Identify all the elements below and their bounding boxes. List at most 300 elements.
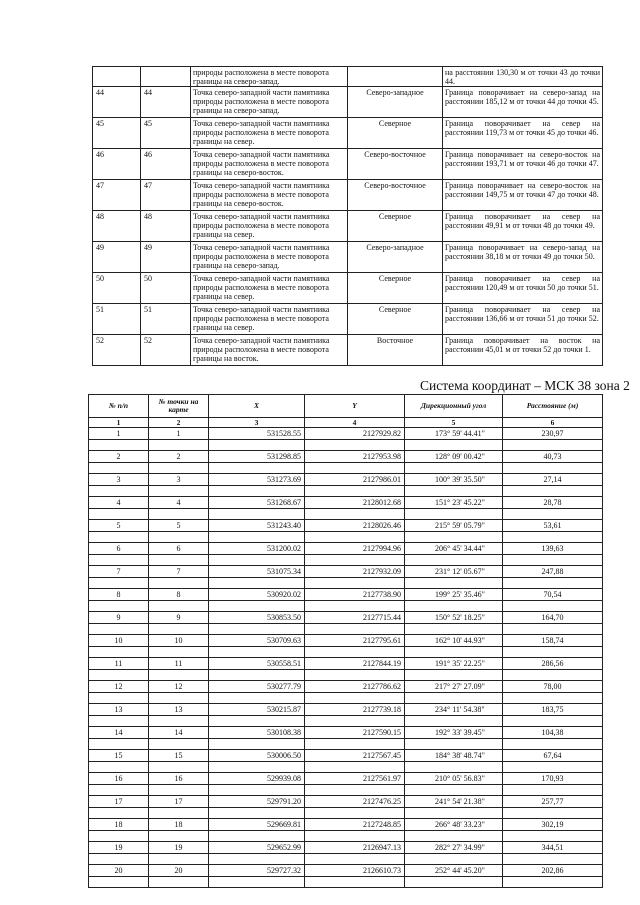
empty-cell — [149, 532, 209, 543]
boundary-turn-cell: Граница поворачивает на восток на расстоянии 45,01 м от точки 52 до точки 1. — [443, 335, 603, 366]
x-coordinate-cell: 530006.50 — [209, 750, 305, 762]
spacer-row — [89, 532, 603, 543]
empty-cell — [209, 647, 305, 658]
empty-cell — [209, 716, 305, 727]
distance-cell: 302,19 — [503, 819, 603, 831]
y-coordinate-cell: 2127994.96 — [305, 543, 405, 555]
table-row — [93, 211, 603, 242]
y-coordinate-cell: 2127476.25 — [305, 796, 405, 808]
y-coordinate-cell: 2127795.61 — [305, 635, 405, 647]
spacer-row — [89, 693, 603, 704]
x-coordinate-cell: 531200.02 — [209, 543, 305, 555]
x-coordinate-cell: 530277.79 — [209, 681, 305, 693]
point-number-cell: 14 — [149, 727, 209, 739]
column-number: 3 — [209, 418, 305, 428]
table-row — [89, 819, 603, 831]
row-number-cell: 11 — [89, 658, 149, 670]
x-coordinate-cell: 529727.32 — [209, 865, 305, 877]
direction-angle-cell: 282° 27' 34.99" — [405, 842, 503, 854]
point-number-cell: 49 — [141, 242, 191, 273]
point-description-cell: Точка северо-западной части памятника природы расположена в месте поворота границы на север. — [191, 273, 348, 304]
boundary-description-body — [93, 67, 603, 366]
point-description-cell: природы расположена в месте поворота границы на северо-запад. — [191, 67, 348, 87]
table-row — [89, 543, 603, 555]
point-number-cell: 45 — [141, 118, 191, 149]
empty-cell — [149, 808, 209, 819]
empty-cell — [149, 463, 209, 474]
direction-angle-cell: 162° 10' 44.93" — [405, 635, 503, 647]
empty-cell — [405, 509, 503, 520]
table-row — [89, 681, 603, 693]
y-coordinate-cell: 2126947.13 — [305, 842, 405, 854]
y-coordinate-cell: 2127786.62 — [305, 681, 405, 693]
empty-cell — [89, 808, 149, 819]
row-number-cell: 44 — [93, 87, 141, 118]
point-number-cell: 1 — [149, 428, 209, 440]
empty-cell — [405, 854, 503, 865]
empty-cell — [149, 785, 209, 796]
empty-cell — [305, 601, 405, 612]
empty-cell — [305, 670, 405, 681]
x-coordinate-cell: 529791.20 — [209, 796, 305, 808]
empty-cell — [89, 509, 149, 520]
header-x: X — [209, 395, 305, 418]
direction-angle-cell: 173° 59' 44.41" — [405, 428, 503, 440]
point-number-cell: 12 — [149, 681, 209, 693]
row-number-cell: 46 — [93, 149, 141, 180]
spacer-row — [89, 854, 603, 865]
table-row — [93, 87, 603, 118]
row-number-cell: 17 — [89, 796, 149, 808]
empty-cell — [209, 808, 305, 819]
empty-cell — [149, 624, 209, 635]
table-row — [93, 67, 603, 87]
empty-cell — [149, 486, 209, 497]
empty-cell — [209, 486, 305, 497]
distance-cell: 28,78 — [503, 497, 603, 509]
spacer-row — [89, 624, 603, 635]
row-number-cell: 10 — [89, 635, 149, 647]
direction-angle-cell: 184° 38' 48.74" — [405, 750, 503, 762]
empty-cell — [89, 624, 149, 635]
spacer-row — [89, 739, 603, 750]
boundary-turn-cell: Граница поворачивает на северо-запад на расстоянии 38,18 м от точки 49 до точки 50. — [443, 242, 603, 273]
direction-angle-cell: 266° 48' 33.23" — [405, 819, 503, 831]
table-row — [89, 520, 603, 532]
table-row — [89, 842, 603, 854]
boundary-turn-cell: Граница поворачивает на север на расстоянии 119,73 м от точки 45 до точки 46. — [443, 118, 603, 149]
row-number-cell: 51 — [93, 304, 141, 335]
empty-cell — [405, 578, 503, 589]
distance-cell: 286,56 — [503, 658, 603, 670]
empty-cell — [503, 831, 603, 842]
spacer-row — [89, 670, 603, 681]
point-number-cell: 10 — [149, 635, 209, 647]
table-row — [89, 566, 603, 578]
table-row — [89, 497, 603, 509]
empty-cell — [503, 463, 603, 474]
empty-cell — [89, 785, 149, 796]
empty-cell — [503, 716, 603, 727]
spacer-row — [89, 463, 603, 474]
empty-cell — [405, 670, 503, 681]
empty-cell — [305, 739, 405, 750]
row-number-cell: 48 — [93, 211, 141, 242]
point-number-cell: 19 — [149, 842, 209, 854]
distance-cell: 344,51 — [503, 842, 603, 854]
empty-cell — [209, 555, 305, 566]
row-number-cell: 16 — [89, 773, 149, 785]
spacer-row — [89, 785, 603, 796]
direction-angle-cell: 210° 05' 56.83" — [405, 773, 503, 785]
empty-cell — [405, 693, 503, 704]
point-number-cell: 50 — [141, 273, 191, 304]
spacer-row — [89, 877, 603, 888]
empty-cell — [305, 578, 405, 589]
y-coordinate-cell: 2127248.85 — [305, 819, 405, 831]
direction-cell: Северо-восточное — [348, 180, 443, 211]
coordinates-table-body — [89, 428, 603, 888]
row-number-cell: 2 — [89, 451, 149, 463]
empty-cell — [503, 693, 603, 704]
direction-cell: Северное — [348, 273, 443, 304]
boundary-turn-cell: на расстоянии 130,30 м от точки 43 до точки 44. — [443, 67, 603, 87]
empty-cell — [305, 555, 405, 566]
empty-cell — [209, 601, 305, 612]
row-number-cell: 15 — [89, 750, 149, 762]
table-row — [89, 727, 603, 739]
point-description-cell: Точка северо-западной части памятника природы расположена в месте поворота границы на северо-восток. — [191, 149, 348, 180]
y-coordinate-cell: 2128012.68 — [305, 497, 405, 509]
spacer-row — [89, 762, 603, 773]
y-coordinate-cell: 2128026.46 — [305, 520, 405, 532]
point-description-cell: Точка северо-западной части памятника природы расположена в месте поворота границы на восток. — [191, 335, 348, 366]
empty-cell — [149, 509, 209, 520]
empty-cell — [305, 762, 405, 773]
empty-cell — [209, 693, 305, 704]
empty-cell — [503, 808, 603, 819]
spacer-row — [89, 440, 603, 451]
point-number-cell: 52 — [141, 335, 191, 366]
boundary-turn-cell: Граница поворачивает на север на расстоянии 136,66 м от точки 51 до точки 52. — [443, 304, 603, 335]
empty-cell — [209, 670, 305, 681]
empty-cell — [503, 532, 603, 543]
table-row — [93, 149, 603, 180]
direction-angle-cell: 192° 33' 39.45" — [405, 727, 503, 739]
empty-cell — [149, 854, 209, 865]
point-description-cell: Точка северо-западной части памятника природы расположена в месте поворота границы на северо-запад. — [191, 242, 348, 273]
empty-cell — [89, 854, 149, 865]
x-coordinate-cell: 531268.67 — [209, 497, 305, 509]
empty-cell — [503, 785, 603, 796]
empty-cell — [149, 877, 209, 888]
point-number-cell: 51 — [141, 304, 191, 335]
empty-cell — [149, 739, 209, 750]
x-coordinate-cell: 529652.99 — [209, 842, 305, 854]
point-number-cell: 18 — [149, 819, 209, 831]
table-row — [89, 796, 603, 808]
empty-cell — [305, 693, 405, 704]
row-number-cell: 1 — [89, 428, 149, 440]
row-number-cell: 5 — [89, 520, 149, 532]
row-number-cell: 12 — [89, 681, 149, 693]
empty-cell — [503, 555, 603, 566]
empty-cell — [503, 739, 603, 750]
column-number: 4 — [305, 418, 405, 428]
empty-cell — [209, 440, 305, 451]
x-coordinate-cell: 530920.02 — [209, 589, 305, 601]
table-row — [89, 635, 603, 647]
empty-cell — [149, 831, 209, 842]
row-number-cell: 3 — [89, 474, 149, 486]
row-number-cell: 9 — [89, 612, 149, 624]
empty-cell — [405, 739, 503, 750]
x-coordinate-cell: 531298.85 — [209, 451, 305, 463]
direction-angle-cell: 231° 12' 05.67" — [405, 566, 503, 578]
direction-cell: Северо-восточное — [348, 149, 443, 180]
distance-cell: 139,63 — [503, 543, 603, 555]
empty-cell — [503, 624, 603, 635]
empty-cell — [89, 670, 149, 681]
table-row — [89, 589, 603, 601]
boundary-turn-cell: Граница поворачивает на северо-запад на расстоянии 185,12 м от точки 44 до точки 45. — [443, 87, 603, 118]
empty-cell — [149, 578, 209, 589]
empty-cell — [305, 716, 405, 727]
distance-cell: 164,70 — [503, 612, 603, 624]
empty-cell — [305, 463, 405, 474]
coordinate-system-caption: Система координат – МСК 38 зона 2 — [420, 378, 630, 393]
direction-angle-cell: 217° 27' 27.09" — [405, 681, 503, 693]
x-coordinate-cell: 530108.38 — [209, 727, 305, 739]
direction-angle-cell: 252° 44' 45.20" — [405, 865, 503, 877]
direction-cell: Северное — [348, 304, 443, 335]
point-number-cell: 5 — [149, 520, 209, 532]
distance-cell: 27,14 — [503, 474, 603, 486]
empty-cell — [209, 624, 305, 635]
point-description-cell: Точка северо-западной части памятника природы расположена в месте поворота границы на северо-восток. — [191, 180, 348, 211]
table-row — [89, 773, 603, 785]
spacer-row — [89, 831, 603, 842]
table-row — [89, 750, 603, 762]
direction-angle-cell: 151° 23' 45.22" — [405, 497, 503, 509]
empty-cell — [405, 532, 503, 543]
empty-cell — [209, 877, 305, 888]
empty-cell — [89, 532, 149, 543]
direction-angle-cell: 199° 25' 35.46" — [405, 589, 503, 601]
table-row — [93, 180, 603, 211]
point-number-cell: 47 — [141, 180, 191, 211]
empty-cell — [89, 762, 149, 773]
empty-cell — [149, 693, 209, 704]
row-number-cell: 47 — [93, 180, 141, 211]
spacer-row — [89, 486, 603, 497]
row-number-cell: 13 — [89, 704, 149, 716]
empty-cell — [503, 877, 603, 888]
direction-angle-cell: 150° 52' 18.25" — [405, 612, 503, 624]
row-number-cell: 19 — [89, 842, 149, 854]
row-number-cell: 49 — [93, 242, 141, 273]
direction-angle-cell: 100° 39' 35.50" — [405, 474, 503, 486]
empty-cell — [305, 854, 405, 865]
row-number-cell: 14 — [89, 727, 149, 739]
distance-cell: 247,88 — [503, 566, 603, 578]
row-number-cell: 20 — [89, 865, 149, 877]
point-number-cell: 48 — [141, 211, 191, 242]
header-point-number: № точки на карте — [149, 395, 209, 418]
point-number-cell: 17 — [149, 796, 209, 808]
empty-cell — [89, 739, 149, 750]
empty-cell — [89, 831, 149, 842]
y-coordinate-cell: 2127739.18 — [305, 704, 405, 716]
empty-cell — [405, 716, 503, 727]
empty-cell — [149, 647, 209, 658]
empty-cell — [305, 877, 405, 888]
empty-cell — [89, 647, 149, 658]
point-number-cell: 7 — [149, 566, 209, 578]
distance-cell: 183,75 — [503, 704, 603, 716]
point-description-cell: Точка северо-западной части памятника природы расположена в месте поворота границы на север. — [191, 211, 348, 242]
direction-angle-cell: 206° 45' 34.44" — [405, 543, 503, 555]
y-coordinate-cell: 2127590.15 — [305, 727, 405, 739]
empty-cell — [209, 785, 305, 796]
distance-cell: 170,93 — [503, 773, 603, 785]
empty-cell — [405, 486, 503, 497]
table-row — [93, 335, 603, 366]
column-number: 6 — [503, 418, 603, 428]
table-row — [93, 273, 603, 304]
direction-angle-cell: 241° 54' 21.38" — [405, 796, 503, 808]
empty-cell — [503, 486, 603, 497]
empty-cell — [405, 808, 503, 819]
point-description-cell: Точка северо-западной части памятника природы расположена в месте поворота границы на северо-запад. — [191, 87, 348, 118]
point-description-cell: Точка северо-западной части памятника природы расположена в месте поворота границы на север. — [191, 118, 348, 149]
empty-cell — [305, 647, 405, 658]
direction-angle-cell: 128° 09' 00.42" — [405, 451, 503, 463]
x-coordinate-cell: 531528.55 — [209, 428, 305, 440]
coordinates-table — [88, 394, 603, 888]
point-number-cell — [141, 67, 191, 87]
point-number-cell: 6 — [149, 543, 209, 555]
empty-cell — [209, 532, 305, 543]
direction-cell: Северо-западное — [348, 242, 443, 273]
x-coordinate-cell: 530215.87 — [209, 704, 305, 716]
row-number-cell: 45 — [93, 118, 141, 149]
y-coordinate-cell: 2127567.45 — [305, 750, 405, 762]
direction-cell — [348, 67, 443, 87]
empty-cell — [405, 831, 503, 842]
empty-cell — [405, 440, 503, 451]
empty-cell — [209, 463, 305, 474]
point-number-cell: 16 — [149, 773, 209, 785]
distance-cell: 230,97 — [503, 428, 603, 440]
point-number-cell: 20 — [149, 865, 209, 877]
column-number: 2 — [149, 418, 209, 428]
y-coordinate-cell: 2127986.01 — [305, 474, 405, 486]
empty-cell — [405, 785, 503, 796]
coordinates-table-header — [89, 395, 603, 428]
x-coordinate-cell: 529939.08 — [209, 773, 305, 785]
empty-cell — [89, 486, 149, 497]
row-number-cell: 4 — [89, 497, 149, 509]
empty-cell — [89, 716, 149, 727]
direction-cell: Северное — [348, 211, 443, 242]
spacer-row — [89, 509, 603, 520]
direction-angle-cell: 191° 35' 22.25" — [405, 658, 503, 670]
empty-cell — [305, 486, 405, 497]
header-distance: Расстояние (м) — [503, 395, 603, 418]
point-number-cell: 15 — [149, 750, 209, 762]
table-row — [89, 474, 603, 486]
empty-cell — [89, 555, 149, 566]
spacer-row — [89, 647, 603, 658]
header-y: Y — [305, 395, 405, 418]
spacer-row — [89, 716, 603, 727]
empty-cell — [209, 739, 305, 750]
empty-cell — [405, 647, 503, 658]
y-coordinate-cell: 2127715.44 — [305, 612, 405, 624]
empty-cell — [305, 808, 405, 819]
point-number-cell: 9 — [149, 612, 209, 624]
empty-cell — [149, 601, 209, 612]
point-number-cell: 44 — [141, 87, 191, 118]
direction-cell: Северо-западное — [348, 87, 443, 118]
distance-cell: 67,64 — [503, 750, 603, 762]
row-number-cell: 7 — [89, 566, 149, 578]
point-description-cell: Точка северо-западной части памятника природы расположена в месте поворота границы на север. — [191, 304, 348, 335]
x-coordinate-cell: 530853.50 — [209, 612, 305, 624]
x-coordinate-cell: 531243.40 — [209, 520, 305, 532]
empty-cell — [405, 463, 503, 474]
empty-cell — [305, 440, 405, 451]
empty-cell — [305, 532, 405, 543]
empty-cell — [149, 716, 209, 727]
empty-cell — [305, 785, 405, 796]
empty-cell — [209, 509, 305, 520]
boundary-turn-cell: Граница поворачивает на северо-восток на расстоянии 149,75 м от точки 47 до точки 48. — [443, 180, 603, 211]
direction-angle-cell: 215° 59' 05.79" — [405, 520, 503, 532]
row-number-cell: 6 — [89, 543, 149, 555]
point-number-cell: 11 — [149, 658, 209, 670]
spacer-row — [89, 601, 603, 612]
y-coordinate-cell: 2127932.09 — [305, 566, 405, 578]
column-number-row — [89, 418, 603, 428]
spacer-row — [89, 578, 603, 589]
table-row — [89, 704, 603, 716]
y-coordinate-cell: 2126610.73 — [305, 865, 405, 877]
header-direction-angle: Дирекционный угол — [405, 395, 503, 418]
empty-cell — [89, 578, 149, 589]
empty-cell — [209, 578, 305, 589]
empty-cell — [503, 670, 603, 681]
table-row — [89, 658, 603, 670]
point-number-cell: 3 — [149, 474, 209, 486]
table-row — [89, 451, 603, 463]
distance-cell: 70,54 — [503, 589, 603, 601]
point-number-cell: 46 — [141, 149, 191, 180]
column-number: 5 — [405, 418, 503, 428]
empty-cell — [503, 647, 603, 658]
empty-cell — [503, 509, 603, 520]
x-coordinate-cell: 531075.34 — [209, 566, 305, 578]
boundary-description-table — [92, 66, 603, 366]
distance-cell: 40,73 — [503, 451, 603, 463]
distance-cell: 202,86 — [503, 865, 603, 877]
empty-cell — [89, 440, 149, 451]
empty-cell — [503, 762, 603, 773]
empty-cell — [209, 762, 305, 773]
empty-cell — [405, 624, 503, 635]
header-row — [89, 395, 603, 418]
